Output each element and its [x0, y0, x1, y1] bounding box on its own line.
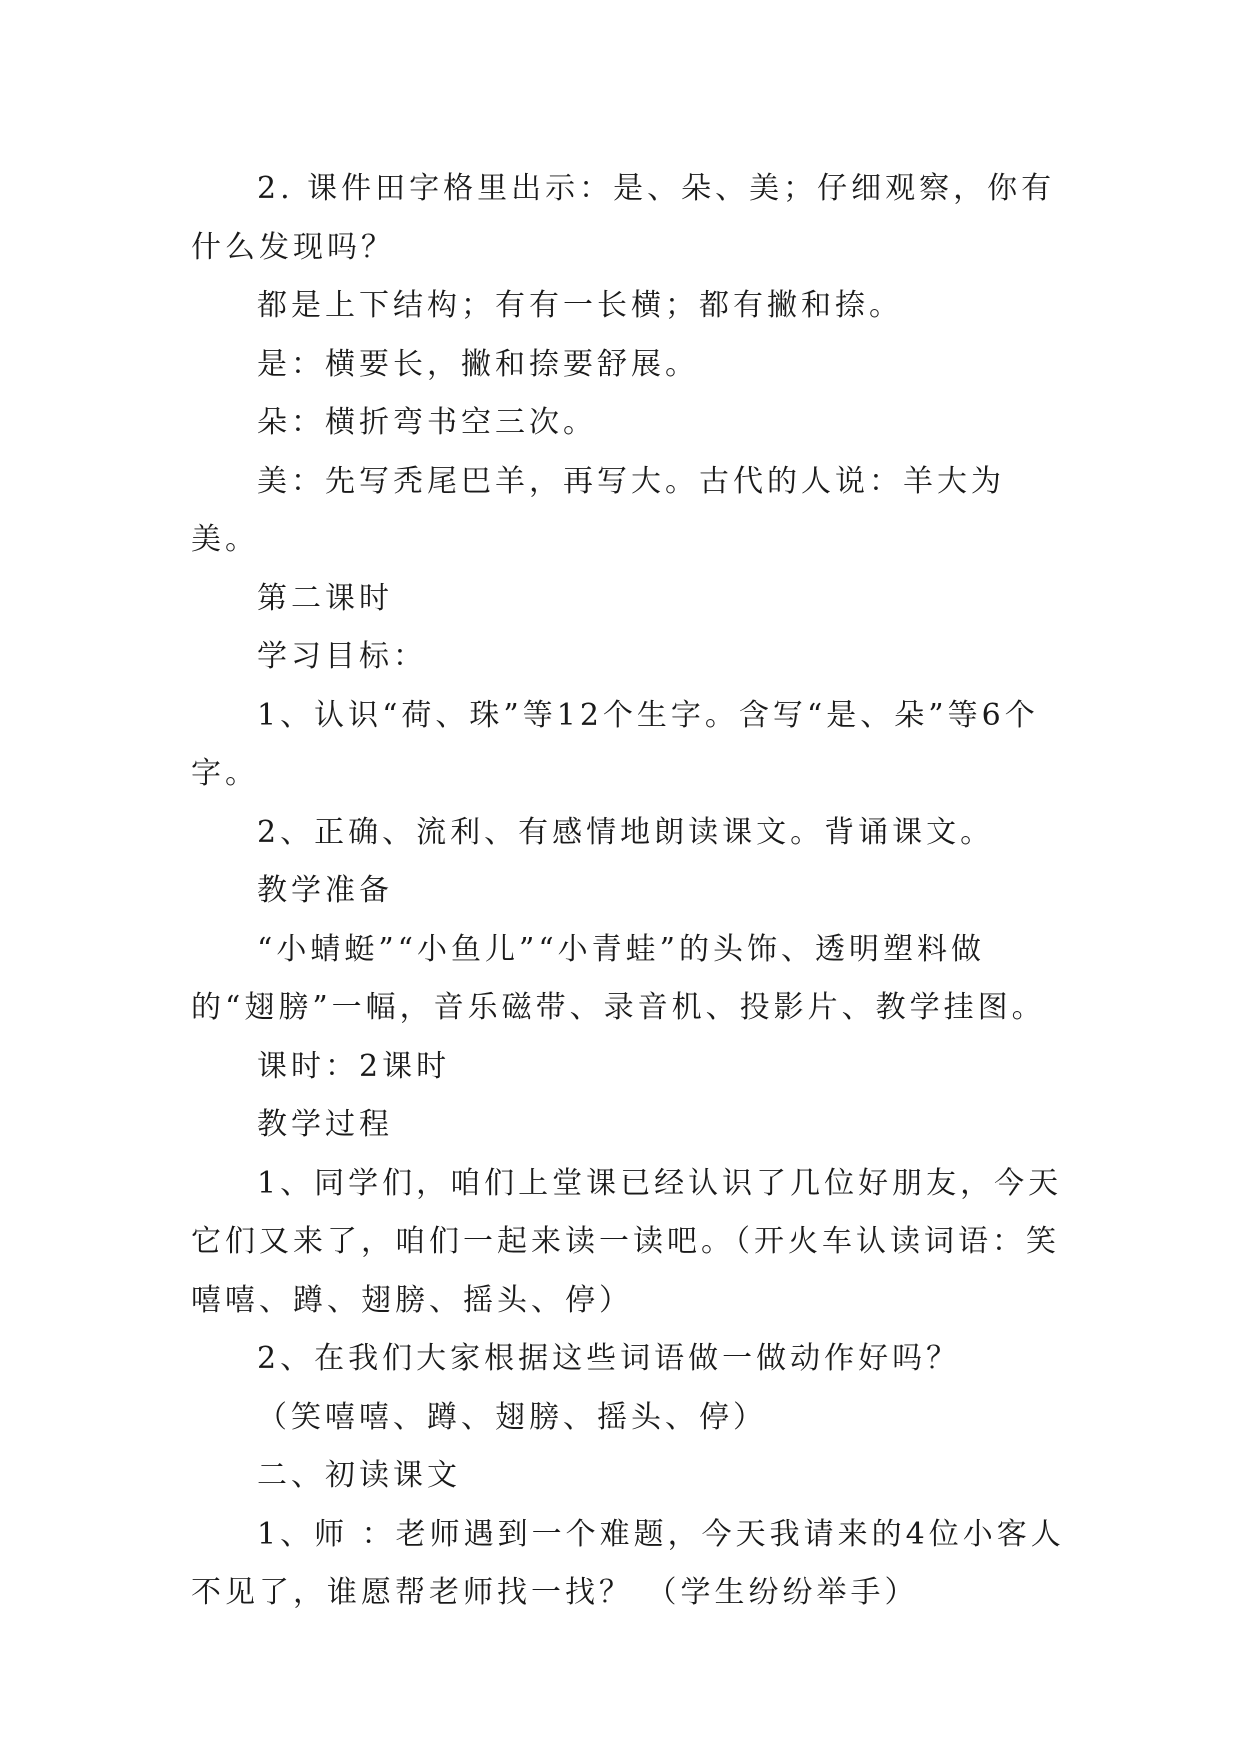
- paragraph: 是：横要长，撇和捺要舒展。: [257, 346, 699, 382]
- section-heading: 教学准备: [257, 873, 393, 908]
- section-heading: 第二课时: [257, 580, 393, 616]
- paragraph: 课时：2课时: [257, 1048, 451, 1084]
- document-body: [191, 160, 1071, 1623]
- section-heading: 教学过程: [257, 1107, 393, 1142]
- paragraph: “小蜻蜓”“小鱼儿”“小青蛙”的头饰、透明塑料做的“翅膀”一幅，音乐磁带、录音机、投影片、教学挂图。: [191, 931, 1046, 1025]
- section-heading: 学习目标：: [257, 639, 427, 674]
- paragraph: （笑嘻嘻、蹲、翅膀、摇头、停）: [257, 1399, 767, 1435]
- paragraph: 1、认识“荷、珠”等12个生字。含写“是、朵”等6个字。: [191, 697, 1039, 791]
- paragraph: 美：先写秃尾巴羊，再写大。古代的人说：羊大为美。: [191, 463, 1005, 557]
- paragraph: 2、正确、流利、有感情地朗读课文。背诵课文。: [257, 814, 995, 850]
- paragraph: 1、师 ：老师遇到一个难题，今天我请来的4位小客人不见了，谁愿帮老师找一找？ （学生纷纷举手）: [191, 1516, 1065, 1610]
- section-heading: 二、初读课文: [257, 1458, 461, 1493]
- paragraph: 都是上下结构；有有一长横；都有撇和捺。: [257, 288, 903, 323]
- paragraph: 2、在我们大家根据这些词语做一做动作好吗？: [257, 1341, 961, 1376]
- paragraph: 1、同学们，咱们上堂课已经认识了几位好朋友，今天它们又来了，咱们一起来读一读吧。（开火车认读词语：笑嘻嘻、蹲、翅膀、摇头、停）: [191, 1165, 1063, 1318]
- paragraph: 2. 课件田字格里出示：是、朵、美；仔细观察，你有什么发现吗？: [191, 171, 1056, 265]
- paragraph: 朵：横折弯书空三次。: [257, 405, 597, 440]
